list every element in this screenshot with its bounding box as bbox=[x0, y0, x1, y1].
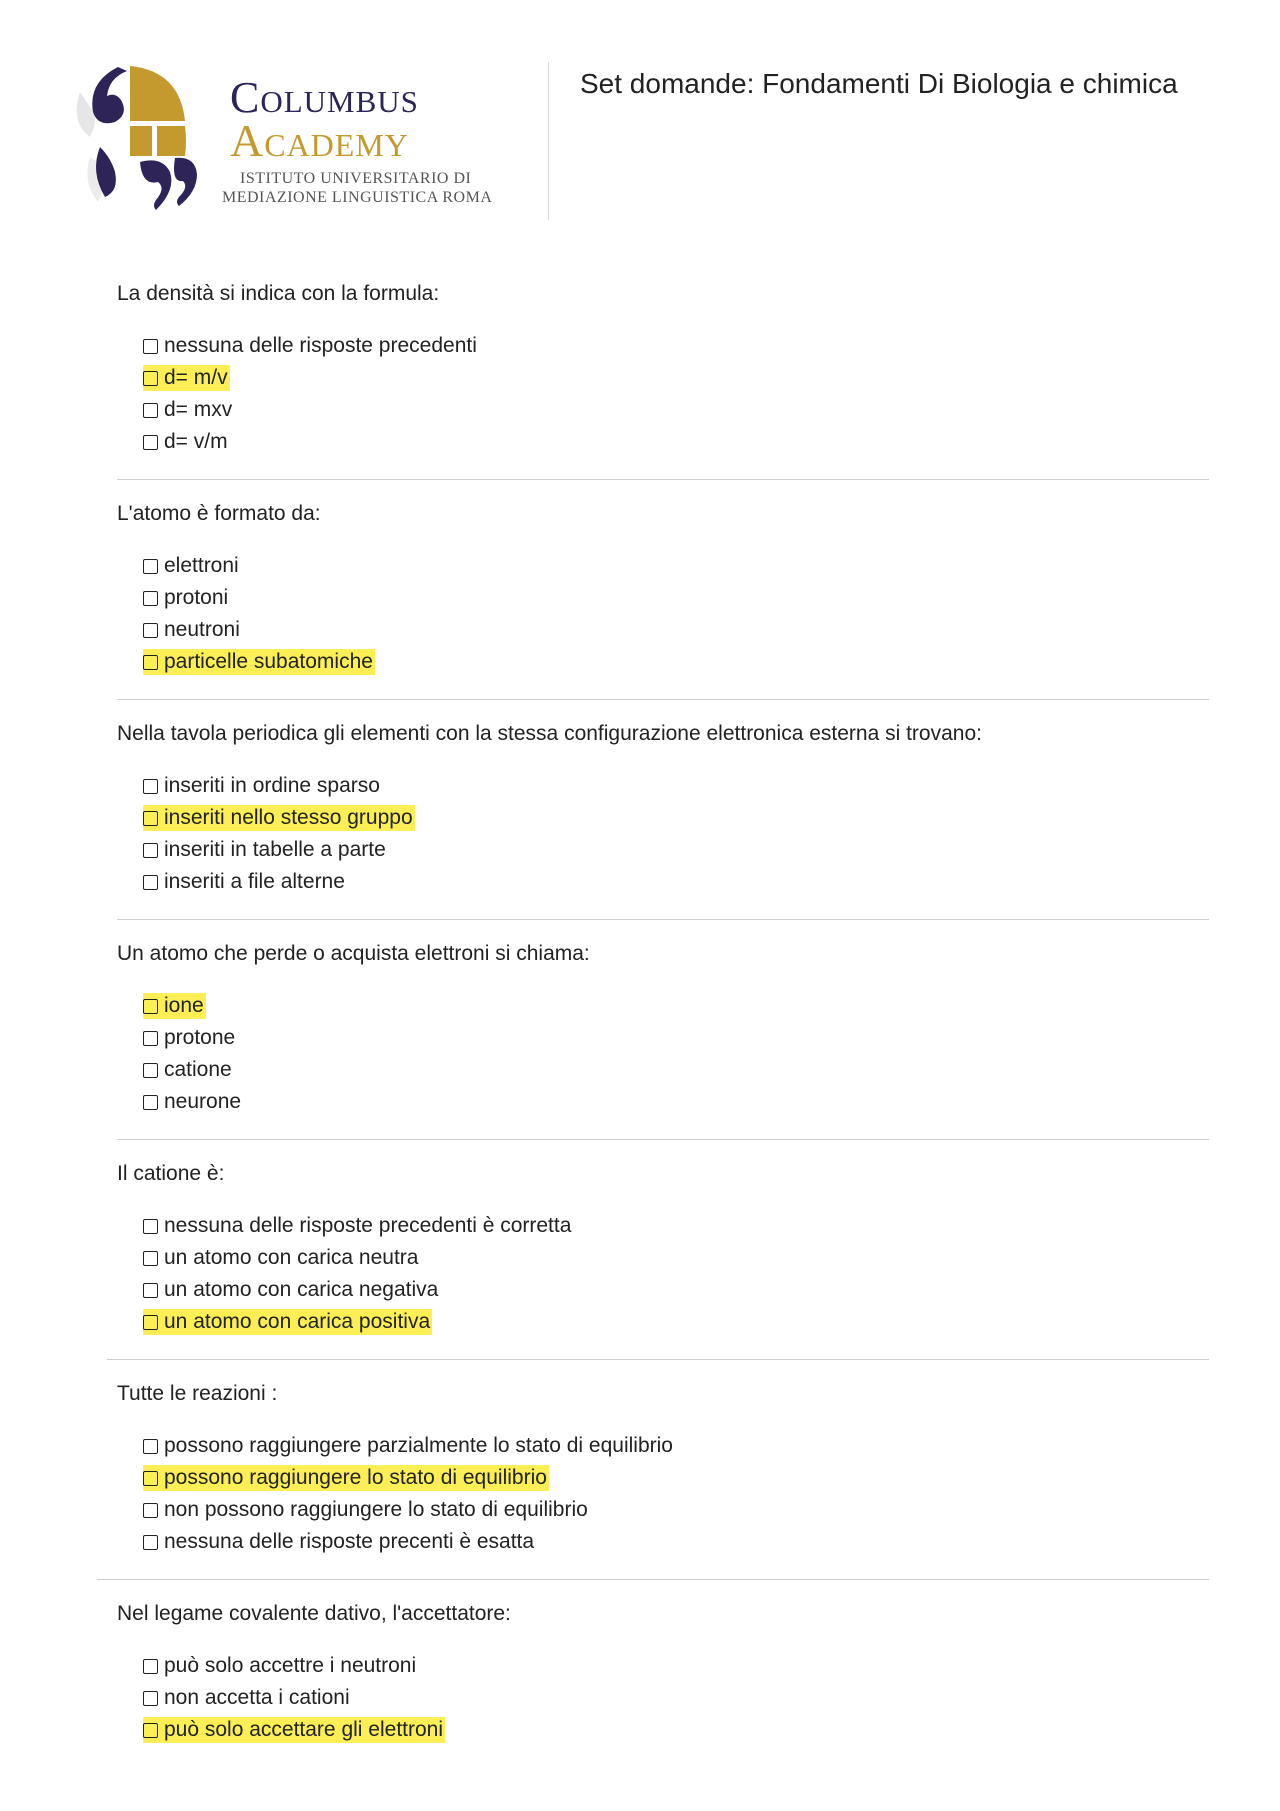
answer-option[interactable] bbox=[143, 1274, 573, 1306]
answer-option[interactable] bbox=[143, 1650, 445, 1682]
correct-answer-highlight bbox=[143, 365, 230, 391]
answer-option-content bbox=[143, 397, 234, 423]
correct-answer-highlight bbox=[143, 649, 375, 675]
answer-option-label: d= m/v bbox=[164, 366, 228, 389]
answer-option-label: nessuna delle risposte precedenti è corretta bbox=[164, 1214, 572, 1237]
answer-option-content bbox=[143, 553, 241, 579]
correct-answer-highlight bbox=[143, 1717, 445, 1743]
answer-option-content bbox=[143, 1653, 418, 1679]
answer-option[interactable] bbox=[143, 362, 479, 394]
answer-option-label: un atomo con carica negativa bbox=[164, 1278, 439, 1301]
question-divider bbox=[117, 919, 1209, 920]
answer-options bbox=[143, 1430, 675, 1558]
logo-emblem-icon bbox=[70, 62, 220, 212]
checkbox-icon[interactable] bbox=[143, 1219, 158, 1234]
answer-option[interactable] bbox=[143, 1714, 445, 1746]
answer-option-label: d= v/m bbox=[164, 430, 228, 453]
answer-options bbox=[143, 990, 243, 1118]
answer-option-content bbox=[143, 1089, 243, 1115]
answer-option-label: possono raggiungere lo stato di equilibrio bbox=[164, 1466, 547, 1489]
answer-option[interactable] bbox=[143, 1526, 675, 1558]
answer-option-content bbox=[143, 1497, 590, 1523]
checkbox-icon[interactable] bbox=[143, 1031, 158, 1046]
answer-option[interactable] bbox=[143, 1054, 243, 1086]
checkbox-icon[interactable] bbox=[143, 999, 158, 1014]
answer-option-label: d= mxv bbox=[164, 398, 233, 421]
answer-option[interactable] bbox=[143, 1430, 675, 1462]
answer-option[interactable] bbox=[143, 1682, 445, 1714]
correct-answer-highlight bbox=[143, 805, 415, 831]
checkbox-icon[interactable] bbox=[143, 339, 158, 354]
correct-answer-highlight bbox=[143, 1309, 432, 1335]
answer-option[interactable] bbox=[143, 1494, 675, 1526]
answer-option-label: particelle subatomiche bbox=[164, 650, 373, 673]
answer-option-label: inseriti a file alterne bbox=[164, 870, 345, 893]
question-block bbox=[0, 490, 1280, 710]
question-text: Un atomo che perde o acquista elettroni si chiama: bbox=[117, 942, 590, 965]
question-divider bbox=[107, 1359, 1209, 1360]
answer-option[interactable] bbox=[143, 330, 479, 362]
answer-option-content bbox=[143, 429, 230, 455]
question-block bbox=[0, 270, 1280, 490]
checkbox-icon[interactable] bbox=[143, 779, 158, 794]
answer-option-content bbox=[143, 1529, 536, 1555]
question-divider bbox=[117, 479, 1209, 480]
question-text: La densità si indica con la formula: bbox=[117, 282, 440, 305]
checkbox-icon[interactable] bbox=[143, 1251, 158, 1266]
answer-option-label: protone bbox=[164, 1026, 236, 1049]
answer-option[interactable] bbox=[143, 990, 243, 1022]
brand-subtitle-line1: ISTITUTO UNIVERSITARIO DI bbox=[240, 170, 472, 187]
checkbox-icon[interactable] bbox=[143, 1723, 158, 1738]
question-divider bbox=[117, 699, 1209, 700]
answer-option-label: catione bbox=[164, 1058, 232, 1081]
answer-option[interactable] bbox=[143, 834, 415, 866]
answer-options bbox=[143, 550, 375, 678]
answer-option-label: neurone bbox=[164, 1090, 242, 1113]
checkbox-icon[interactable] bbox=[143, 1063, 158, 1078]
checkbox-icon[interactable] bbox=[143, 623, 158, 638]
checkbox-icon[interactable] bbox=[143, 1439, 158, 1454]
question-block bbox=[0, 1370, 1280, 1590]
checkbox-icon[interactable] bbox=[143, 875, 158, 890]
checkbox-icon[interactable] bbox=[143, 435, 158, 450]
question-text: Tutte le reazioni : bbox=[117, 1382, 278, 1405]
answer-options bbox=[143, 330, 479, 458]
answer-option-content bbox=[143, 617, 242, 643]
question-block bbox=[0, 930, 1280, 1150]
answer-option[interactable] bbox=[143, 1022, 243, 1054]
answer-option[interactable] bbox=[143, 866, 415, 898]
answer-option-label: inseriti in tabelle a parte bbox=[164, 838, 386, 861]
answer-option[interactable] bbox=[143, 802, 415, 834]
checkbox-icon[interactable] bbox=[143, 1691, 158, 1706]
question-list bbox=[0, 270, 1280, 1810]
answer-options bbox=[143, 1210, 573, 1338]
answer-option[interactable] bbox=[143, 770, 415, 802]
answer-option-content bbox=[143, 1025, 237, 1051]
answer-option[interactable] bbox=[143, 394, 479, 426]
checkbox-icon[interactable] bbox=[143, 655, 158, 670]
brand-name-line2: Academy bbox=[230, 115, 409, 166]
checkbox-icon[interactable] bbox=[143, 591, 158, 606]
question-text: Il catione è: bbox=[117, 1162, 225, 1185]
answer-option[interactable] bbox=[143, 1462, 675, 1494]
answer-option[interactable] bbox=[143, 426, 479, 458]
header-divider bbox=[548, 62, 549, 220]
answer-option-content bbox=[143, 1277, 440, 1303]
answer-option-label: un atomo con carica neutra bbox=[164, 1246, 419, 1269]
checkbox-icon[interactable] bbox=[143, 1659, 158, 1674]
answer-option-label: non accetta i cationi bbox=[164, 1686, 350, 1709]
answer-option[interactable] bbox=[143, 1086, 243, 1118]
question-divider bbox=[97, 1579, 1209, 1580]
question-text: Nel legame covalente dativo, l'accettatore: bbox=[117, 1602, 511, 1625]
document-title: Set domande: Fondamenti Di Biologia e chimica bbox=[580, 68, 1178, 99]
answer-option[interactable] bbox=[143, 614, 375, 646]
question-text: L'atomo è formato da: bbox=[117, 502, 321, 525]
answer-option-label: un atomo con carica positiva bbox=[164, 1310, 431, 1333]
answer-option-content bbox=[143, 869, 347, 895]
checkbox-icon[interactable] bbox=[143, 403, 158, 418]
answer-option-label: inseriti in ordine sparso bbox=[164, 774, 380, 797]
answer-option-label: nessuna delle risposte precenti è esatta bbox=[164, 1530, 535, 1553]
checkbox-icon[interactable] bbox=[143, 1283, 158, 1298]
answer-option-label: può solo accettre i neutroni bbox=[164, 1654, 417, 1677]
answer-option[interactable] bbox=[143, 1242, 573, 1274]
brand-name-line1: Columbus bbox=[230, 73, 419, 122]
answer-option-label: non possono raggiungere lo stato di equilibrio bbox=[164, 1498, 588, 1521]
answer-options bbox=[143, 770, 415, 898]
answer-option[interactable] bbox=[143, 582, 375, 614]
checkbox-icon[interactable] bbox=[143, 1315, 158, 1330]
checkbox-icon[interactable] bbox=[143, 559, 158, 574]
page-header bbox=[0, 0, 1280, 230]
answer-option[interactable] bbox=[143, 550, 375, 582]
checkbox-icon[interactable] bbox=[143, 1535, 158, 1550]
answer-option-label: inseriti nello stesso gruppo bbox=[164, 806, 413, 829]
answer-option-content bbox=[143, 837, 388, 863]
answer-option-content bbox=[143, 1433, 675, 1459]
question-block bbox=[0, 1150, 1280, 1370]
answer-option-content bbox=[143, 1057, 234, 1083]
correct-answer-highlight bbox=[143, 993, 206, 1019]
answer-option-label: nessuna delle risposte precedenti bbox=[164, 334, 477, 357]
answer-option-label: neutroni bbox=[164, 618, 240, 641]
answer-option-label: possono raggiungere parzialmente lo stato di equilibrio bbox=[164, 1434, 673, 1457]
answer-option-label: ione bbox=[164, 994, 204, 1017]
answer-option-label: elettroni bbox=[164, 554, 239, 577]
brand-subtitle-line2: MEDIAZIONE LINGUISTICA ROMA bbox=[222, 189, 493, 206]
question-block bbox=[0, 710, 1280, 930]
answer-option-content bbox=[143, 333, 479, 359]
answer-option-content bbox=[143, 1245, 420, 1271]
answer-option[interactable] bbox=[143, 646, 375, 678]
answer-option-content bbox=[143, 773, 382, 799]
answer-option-label: protoni bbox=[164, 586, 229, 609]
question-divider bbox=[117, 1139, 1209, 1140]
answer-option-content bbox=[143, 585, 230, 611]
answer-options bbox=[143, 1650, 445, 1746]
answer-option-content bbox=[143, 1685, 352, 1711]
checkbox-icon[interactable] bbox=[143, 811, 158, 826]
question-block bbox=[0, 1590, 1280, 1810]
checkbox-icon[interactable] bbox=[143, 1095, 158, 1110]
checkbox-icon[interactable] bbox=[143, 843, 158, 858]
checkbox-icon[interactable] bbox=[143, 1471, 158, 1486]
answer-option[interactable] bbox=[143, 1306, 573, 1338]
answer-option-label: può solo accettare gli elettroni bbox=[164, 1718, 443, 1741]
columbus-academy-logo bbox=[70, 62, 510, 222]
question-text: Nella tavola periodica gli elementi con la stessa configurazione elettronica esterna si trovano: bbox=[117, 722, 982, 745]
correct-answer-highlight bbox=[143, 1465, 549, 1491]
checkbox-icon[interactable] bbox=[143, 1503, 158, 1518]
answer-option-content bbox=[143, 1213, 573, 1239]
checkbox-icon[interactable] bbox=[143, 371, 158, 386]
answer-option[interactable] bbox=[143, 1210, 573, 1242]
